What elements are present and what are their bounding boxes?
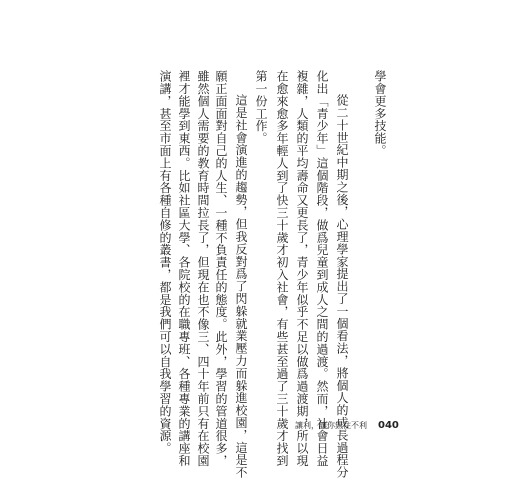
page-footer — [0, 420, 520, 436]
text-column: 在愈來愈多年輕人到了快三十歲才初入社會，有些甚至過了三十歲才找到 — [275, 70, 289, 467]
running-title: 讓利，讓你無往不利 — [295, 421, 367, 430]
text-column: 複雜，人類的平均壽命又更長了，青少年似乎不足以做爲過渡期，所以現 — [295, 70, 309, 467]
text-column: 第一份工作。 — [254, 70, 268, 145]
text-column: 這是社會演進的趨勢，但我反對爲了閃躲就業壓力而躲進校園，這是不 — [234, 94, 248, 479]
text-column: 化出「青少年」這個階段，做爲兒童到成人之間的過渡。然而，社會日益 — [315, 70, 329, 467]
text-column: 演講，甚至市面上有各種自修的叢書，都是我們可以自我學習的資源。 — [158, 70, 172, 455]
text-column: 裡才能學到東西。比如社區大學、各院校的在職專班、各種專業的講座和 — [177, 70, 191, 467]
text-column: 學會更多技能。 — [373, 70, 387, 157]
page-number: 040 — [378, 420, 399, 431]
text-column: 願正面面對自己的人生、一種不負責任的態度。此外，學習的管道很多， — [214, 70, 228, 467]
text-column: 從二十世紀中期之後，心理學家提出了一個看法，將個人的成長過程分 — [335, 94, 349, 479]
text-column: 雖然個人需要的教育時間拉長了，但現在也不像三、四十年前只有在校園 — [196, 70, 210, 467]
